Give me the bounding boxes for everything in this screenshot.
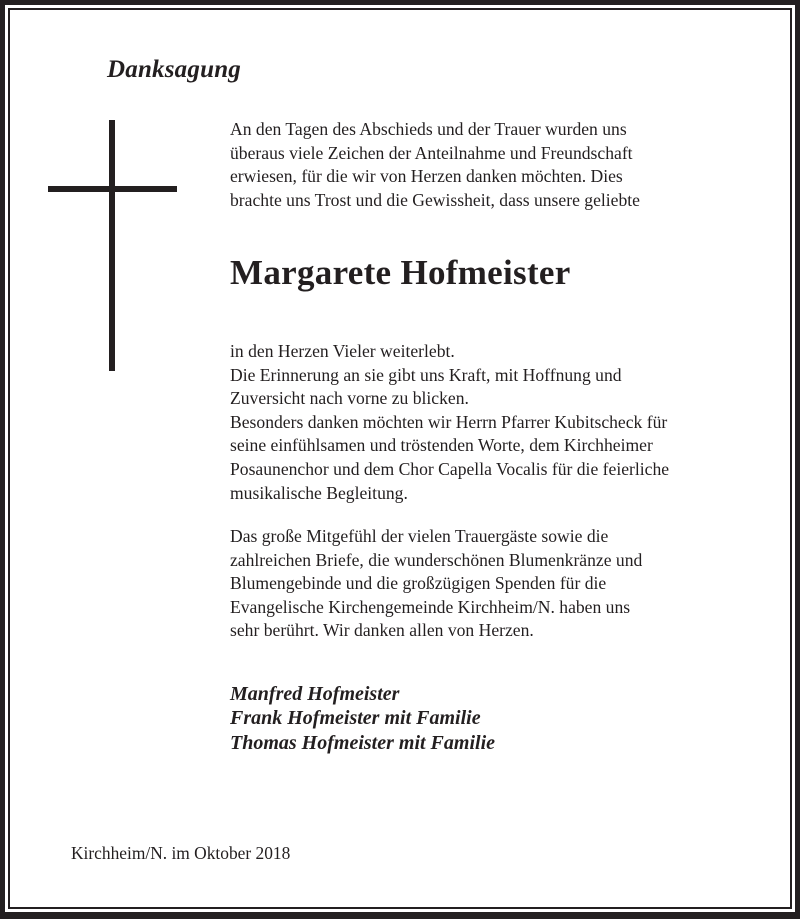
signatory: Frank Hofmeister mit Familie bbox=[230, 707, 481, 730]
text-line: überaus viele Zeichen der Anteilnahme und Freundschaft bbox=[230, 142, 633, 163]
text-line: erwiesen, für die wir von Herzen danken möchten. Dies bbox=[230, 166, 623, 187]
signatories bbox=[230, 682, 495, 755]
text-line: Zuversicht nach vorne zu blicken. bbox=[230, 388, 469, 409]
text-line: in den Herzen Vieler weiterlebt. bbox=[230, 341, 455, 361]
text-line: Evangelische Kirchengemeinde Kirchheim/N. haben uns bbox=[230, 596, 631, 617]
text-line: Besonders danken möchten wir Herrn Pfarrer Kubitscheck für bbox=[230, 411, 668, 432]
deceased-name: Margarete Hofmeister bbox=[230, 253, 571, 292]
signatory: Thomas Hofmeister mit Familie bbox=[230, 731, 495, 754]
text-line: An den Tagen des Abschieds und der Trauer wurden uns bbox=[230, 119, 627, 139]
text-line: brachte uns Trost und die Gewissheit, dass unsere geliebte bbox=[230, 189, 640, 210]
notice-heading: Danksagung bbox=[107, 56, 241, 83]
cross-vertical-bar bbox=[109, 120, 115, 371]
text-line: Die Erinnerung an sie gibt uns Kraft, mit Hoffnung und bbox=[230, 364, 622, 385]
cross-horizontal-bar bbox=[48, 186, 177, 192]
text-line: Das große Mitgefühl der vielen Trauergäste sowie die bbox=[230, 526, 609, 546]
text-line: Blumengebinde und die großzügigen Spenden für die bbox=[230, 573, 607, 594]
text-line: sehr berührt. Wir danken allen von Herzen. bbox=[230, 620, 534, 641]
place-and-date: Kirchheim/N. im Oktober 2018 bbox=[71, 843, 291, 863]
text-line: zahlreichen Briefe, die wunderschönen Blumenkränze und bbox=[230, 549, 643, 570]
text-line: seine einfühlsamen und tröstenden Worte, dem Kirchheimer bbox=[230, 435, 653, 456]
closing-paragraph bbox=[230, 525, 642, 643]
text-line: musikalische Begleitung. bbox=[230, 482, 408, 503]
intro-paragraph bbox=[230, 118, 640, 212]
signatory: Manfred Hofmeister bbox=[230, 683, 400, 705]
middle-paragraph bbox=[230, 340, 669, 505]
text-line: Posaunenchor und dem Chor Capella Vocalis für die feierliche bbox=[230, 458, 670, 479]
